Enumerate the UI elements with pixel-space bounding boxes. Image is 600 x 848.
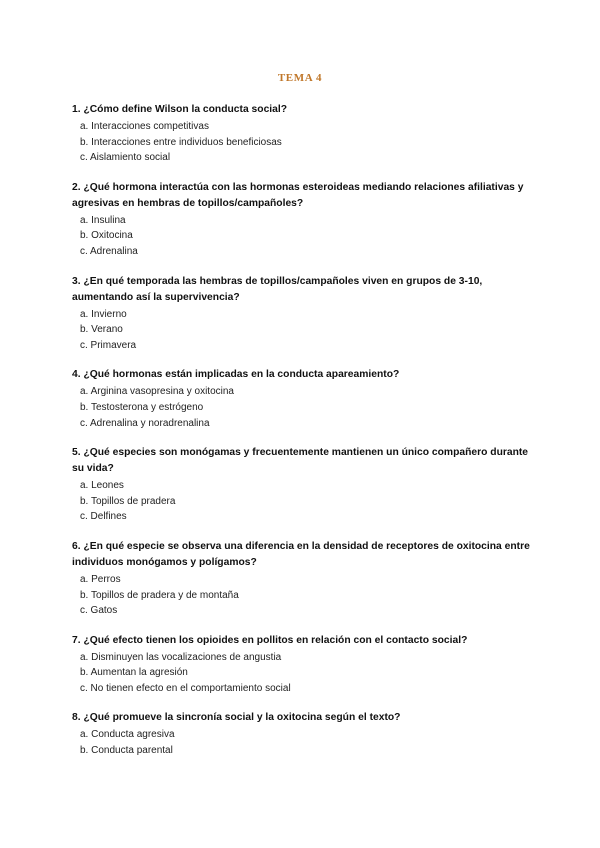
answer-option: c. No tienen efecto en el comportamiento social — [80, 682, 291, 694]
question-text: 7. ¿Qué efecto tienen los opioides en pollitos en relación con el contacto social? — [72, 634, 468, 646]
answer-option: b. Oxitocina — [80, 230, 133, 242]
answer-option: a. Interacciones competitivas — [80, 121, 209, 132]
question — [72, 539, 532, 619]
option-list — [80, 213, 532, 260]
answer-option: b. Testosterona y estrógeno — [80, 401, 204, 413]
answer-option: a. Perros — [80, 573, 121, 585]
answer-option: c. Adrenalina — [80, 245, 138, 257]
question-text: 6. ¿En qué especie se observa una diferencia en la densidad de receptores de oxitocina entre individuos monógamos y polígamos? — [72, 540, 530, 568]
answer-option: b. Topillos de pradera — [80, 495, 176, 507]
option-list — [80, 119, 532, 166]
question-text: 2. ¿Qué hormona interactúa con las hormonas esteroideas mediando relaciones afiliativas y agresivas en hembras de topillos/campañoles? — [72, 181, 524, 209]
question-text: 1. ¿Cómo define Wilson la conducta social? — [72, 104, 288, 115]
answer-option: a. Disminuyen las vocalizaciones de angustia — [80, 651, 282, 663]
answer-option: c. Primavera — [80, 339, 137, 351]
answer-option: a. Invierno — [80, 308, 127, 320]
answer-option: b. Interacciones entre individuos beneficiosas — [80, 136, 282, 148]
question — [72, 274, 532, 354]
option-list — [80, 307, 532, 354]
answer-option: a. Arginina vasopresina y oxitocina — [80, 386, 234, 398]
option-list — [80, 384, 532, 431]
option-list — [80, 650, 532, 697]
answer-option: a. Conducta agresiva — [80, 729, 175, 741]
option-list — [80, 727, 532, 758]
question — [72, 367, 532, 431]
question — [72, 633, 532, 697]
question-text: 4. ¿Qué hormonas están implicadas en la conducta apareamiento? — [72, 369, 400, 381]
answer-option: b. Verano — [80, 324, 123, 336]
answer-option: b. Aumentan la agresión — [80, 667, 188, 679]
option-list — [80, 572, 532, 619]
answer-option: a. Insulina — [80, 214, 126, 226]
answer-option: c. Adrenalina y noradrenalina — [80, 417, 210, 429]
question-text: 5. ¿Qué especies son monógamas y frecuentemente mantienen un único compañero durante su vida? — [72, 447, 529, 475]
answer-option: c. Gatos — [80, 605, 118, 617]
answer-option: c. Aislamiento social — [80, 152, 171, 164]
question-list — [72, 102, 532, 773]
option-list — [80, 478, 532, 525]
question — [72, 445, 532, 525]
answer-option: b. Topillos de pradera y de montaña — [80, 589, 239, 601]
answer-option: a. Leones — [80, 480, 124, 492]
question — [72, 180, 532, 260]
answer-option: b. Conducta parental — [80, 745, 173, 757]
page-title: TEMA 4 — [277, 72, 323, 84]
question — [72, 710, 532, 758]
answer-option: c. Delfines — [80, 511, 127, 523]
question-text: 3. ¿En qué temporada las hembras de topillos/campañoles viven en grupos de 3-10, aumentando así la supervivencia? — [72, 275, 483, 303]
question-text: 8. ¿Qué promueve la sincronía social y la oxitocina según el texto? — [72, 712, 401, 724]
question — [72, 102, 532, 166]
